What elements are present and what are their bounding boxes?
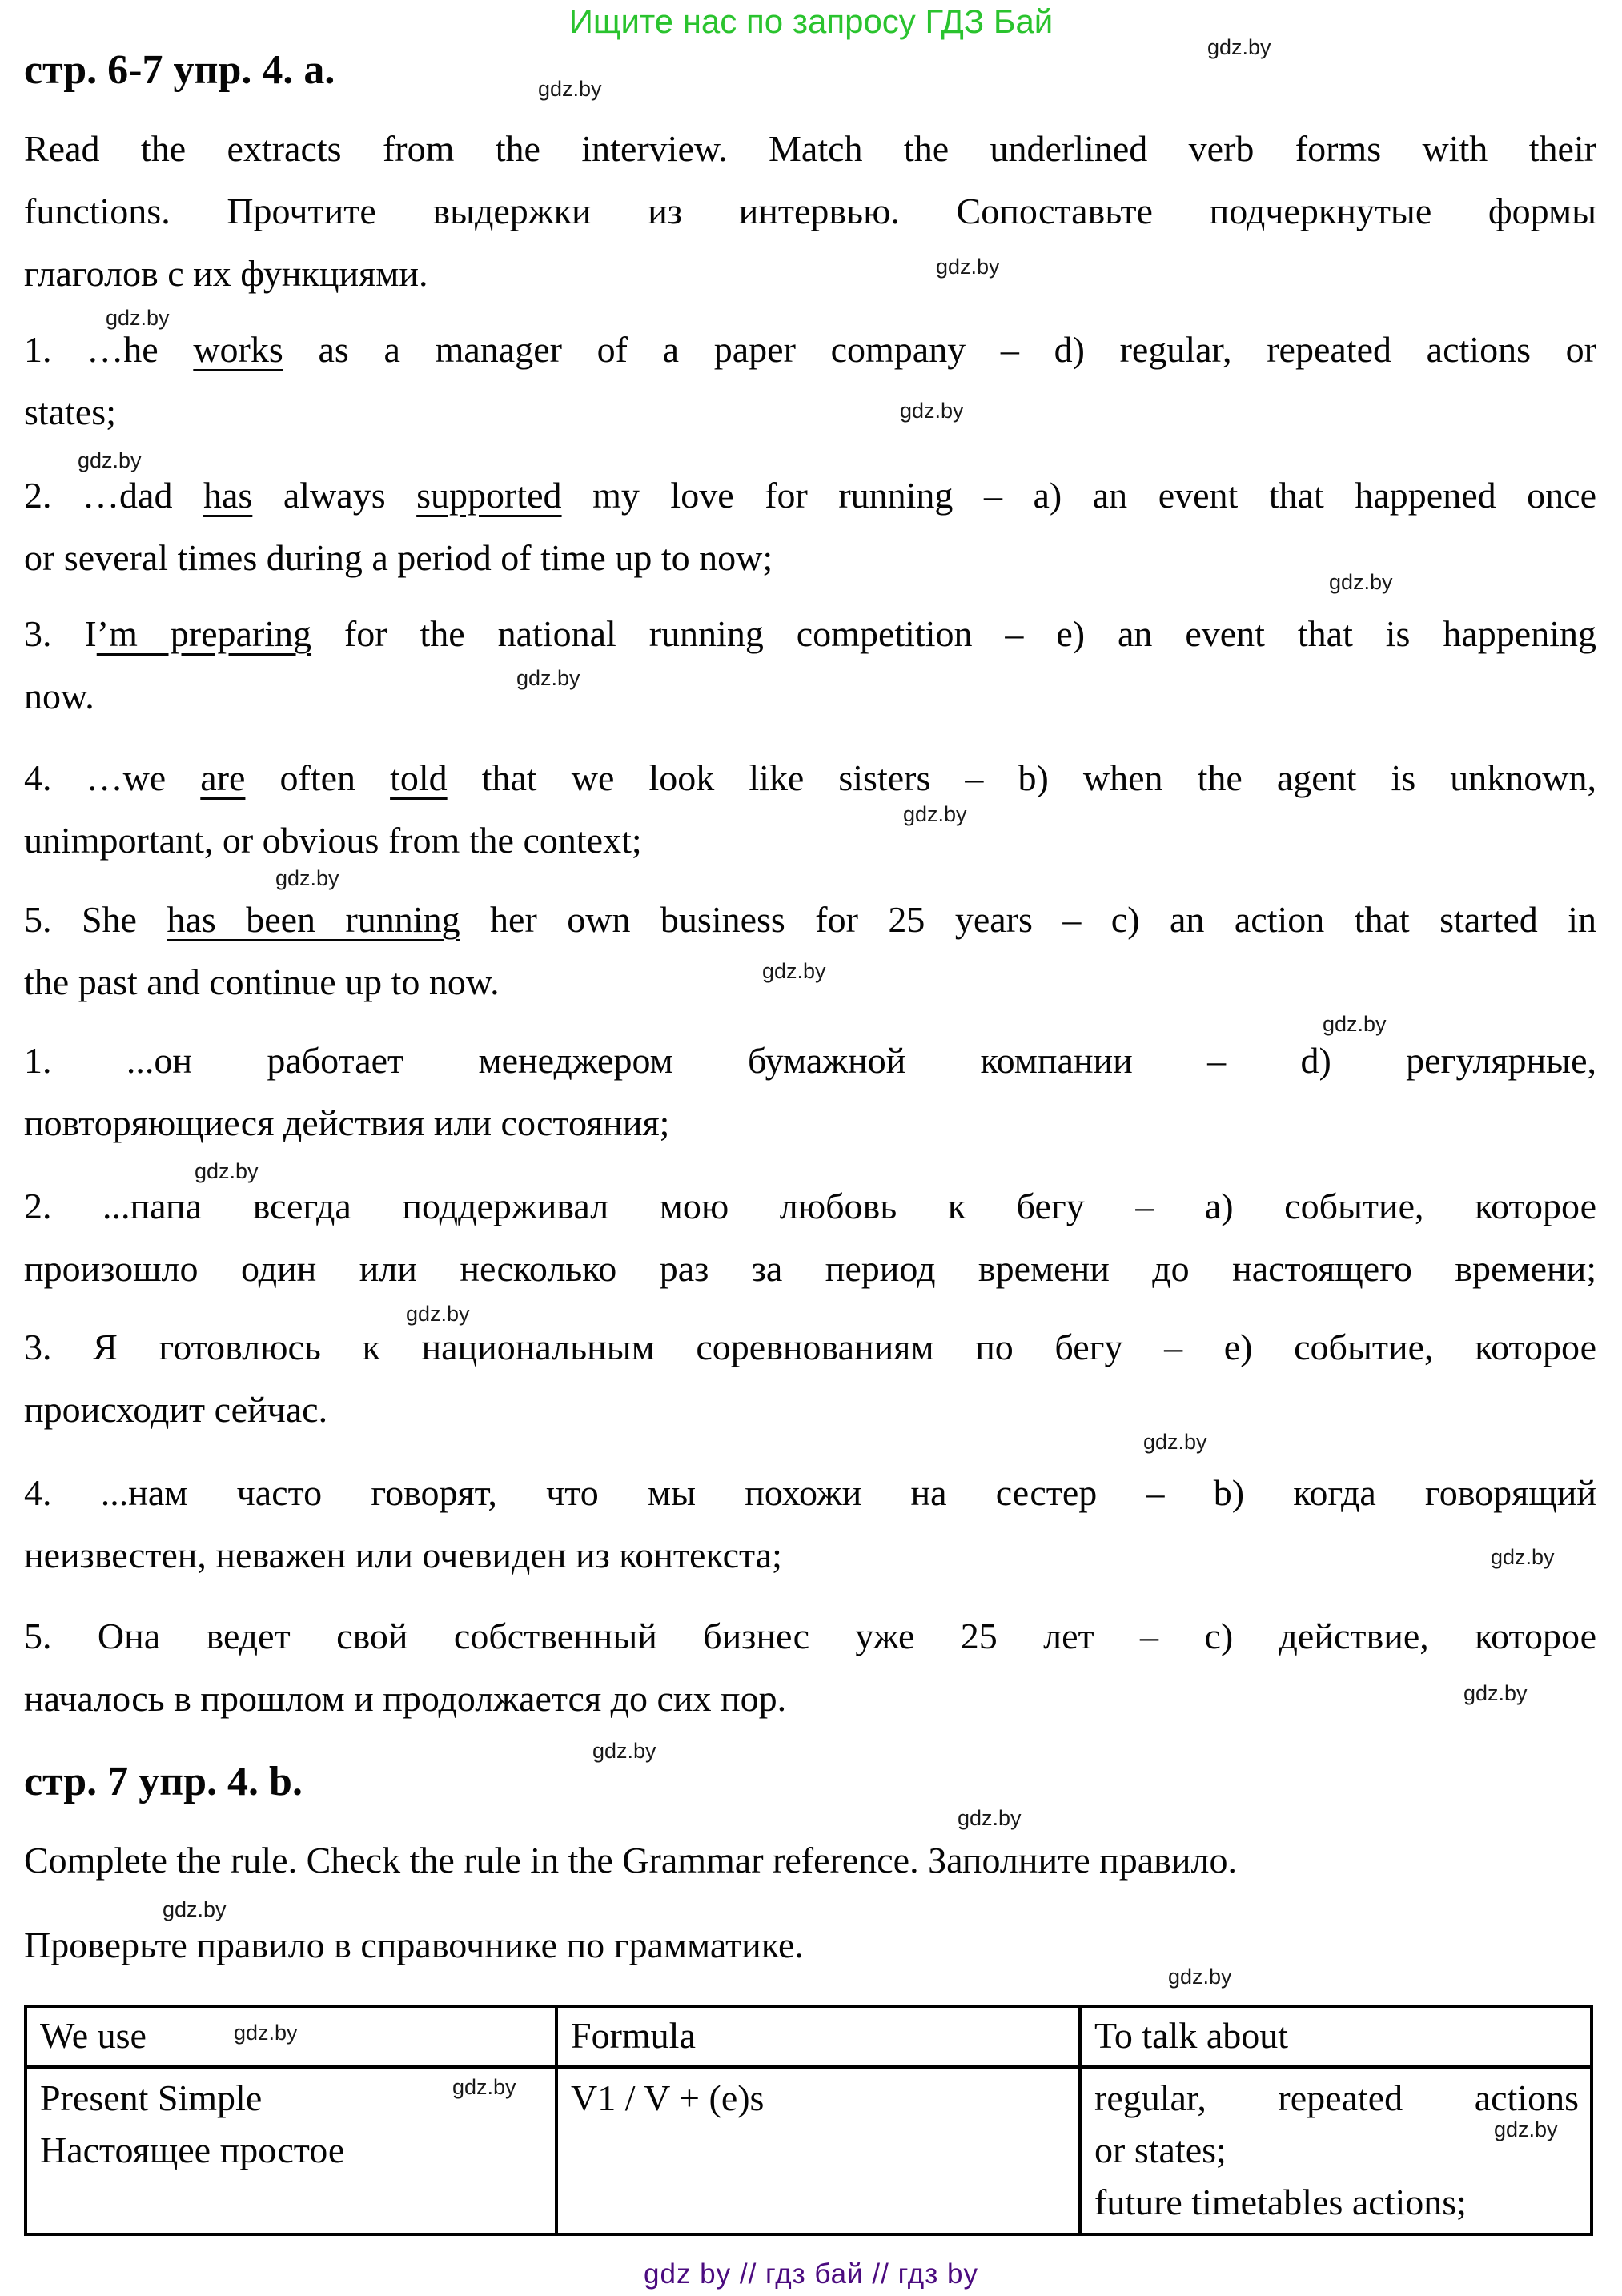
- gdz-watermark: gdz.by: [516, 666, 580, 690]
- gdz-watermark: gdz.by: [406, 1302, 470, 1326]
- text-line: 4. ...нам часто говорят, что мы похожи на сестер – b) когда говорящий: [24, 1472, 1596, 1513]
- exercise-a-intro: [24, 118, 1596, 305]
- text-line: Проверьте правило в справочнике по грамматике.: [24, 1925, 804, 1965]
- gdz-watermark: gdz.by: [275, 866, 339, 890]
- exercise-b-intro-line-1: [24, 1829, 1596, 1892]
- text-line: or states;: [1094, 2129, 1227, 2170]
- exercise-a-item-en-3: [24, 603, 1596, 728]
- text-line: 1. …he works as a manager of a paper company – d) regular, repeated actions or: [24, 329, 1596, 370]
- exercise-a-item-ru-4: [24, 1462, 1596, 1587]
- gdz-watermark: gdz.by: [958, 1806, 1022, 1830]
- exercise-a-item-ru-5: [24, 1605, 1596, 1730]
- text-line: functions. Прочтите выдержки из интервью. Сопоставьте подчеркнутые формы: [24, 191, 1596, 231]
- gdz-watermark: gdz.by: [762, 959, 826, 983]
- text-line: глаголов с их функциями.: [24, 253, 428, 294]
- table-header-formula: Formula: [556, 2006, 1080, 2067]
- gdz-watermark: gdz.by: [1143, 1430, 1207, 1454]
- text-line: 3. I’m preparing for the national running competition – e) an event that is happening: [24, 613, 1596, 654]
- promo-banner: Ищите нас по запросу ГДЗ Бай: [568, 2, 1054, 40]
- exercise-b-heading: стр. 7 упр. 4. b.: [24, 1759, 303, 1804]
- gdz-watermark: gdz.by: [538, 77, 602, 101]
- text-line: now.: [24, 676, 94, 716]
- table-header-to-talk-about: To talk about: [1080, 2006, 1592, 2067]
- gdz-watermark: gdz.by: [1491, 1545, 1555, 1569]
- text-line: началось в прошлом и продолжается до сих пор.: [24, 1678, 787, 1719]
- exercise-a-item-en-5: [24, 889, 1596, 1014]
- gdz-watermark: gdz.by: [1494, 2117, 1558, 2141]
- exercise-b-intro-line-2: [24, 1914, 1596, 1977]
- text-line: 1. ...он работает менеджером бумажной компании – d) регулярные,: [24, 1040, 1596, 1081]
- table-cell-usage: [1080, 2067, 1592, 2234]
- exercise-a-item-ru-2: [24, 1175, 1596, 1300]
- text-line: неизвестен, неважен или очевиден из контекста;: [24, 1535, 782, 1575]
- gdz-watermark: gdz.by: [1168, 1965, 1232, 1989]
- gdz-watermark: gdz.by: [234, 2021, 298, 2045]
- text-line: Complete the rule. Check the rule in the Grammar reference. Заполните правило.: [24, 1840, 1237, 1881]
- exercise-a-item-en-4: [24, 747, 1596, 872]
- gdz-watermark: gdz.by: [195, 1159, 259, 1183]
- footer-sites: gdz by // гдз бай // гдз by: [644, 2258, 978, 2290]
- exercise-a-item-ru-1: [24, 1030, 1596, 1154]
- text-line: 2. …dad has always supported my love for running – a) an event that happened once: [24, 475, 1596, 516]
- text-line: 2. ...папа всегда поддерживал мою любовь к бегу – а) событие, которое: [24, 1186, 1596, 1226]
- exercise-a-item-ru-3: [24, 1316, 1596, 1441]
- exercise-a-item-en-1: [24, 319, 1596, 444]
- gdz-watermark: gdz.by: [936, 255, 1000, 279]
- text-line: происходит сейчас.: [24, 1389, 328, 1430]
- text-line: unimportant, or obvious from the context;: [24, 820, 642, 861]
- gdz-watermark: gdz.by: [1329, 570, 1393, 594]
- exercise-a-heading: стр. 6-7 упр. 4. а.: [24, 47, 335, 93]
- gdz-watermark: gdz.by: [1463, 1681, 1528, 1705]
- text-line: произошло один или несколько раз за период времени до настоящего времени;: [24, 1248, 1596, 1289]
- text-line: the past and continue up to now.: [24, 961, 500, 1002]
- gdz-watermark: gdz.by: [592, 1739, 656, 1763]
- text-line: Present Simple: [40, 2077, 263, 2118]
- gdz-watermark: gdz.by: [452, 2075, 516, 2099]
- text-line: future timetables actions;: [1094, 2182, 1467, 2222]
- gdz-watermark: gdz.by: [903, 802, 967, 826]
- text-line: 5. Она ведет свой собственный бизнес уже 25 лет – с) действие, которое: [24, 1616, 1596, 1656]
- text-line: or several times during a period of time up to now;: [24, 537, 773, 578]
- gdz-watermark: gdz.by: [106, 306, 170, 330]
- gdz-watermark: gdz.by: [1323, 1012, 1387, 1036]
- table-header-we-use: We use: [26, 2006, 556, 2067]
- text-line: V1 / V + (e)s: [571, 2077, 765, 2118]
- text-line: Настоящее простое: [40, 2129, 345, 2170]
- gdz-watermark: gdz.by: [1207, 35, 1271, 59]
- text-line: повторяющиеся действия или состояния;: [24, 1102, 670, 1143]
- table-cell-formula: [556, 2067, 1080, 2234]
- text-line: Read the extracts from the interview. Match the underlined verb forms with their: [24, 128, 1596, 169]
- text-line: 3. Я готовлюсь к национальным соревнованиям по бегу – е) событие, которое: [24, 1327, 1596, 1367]
- gdz-watermark: gdz.by: [78, 448, 142, 472]
- text-line: 5. She has been running her own business for 25 years – c) an action that started in: [24, 899, 1596, 940]
- gdz-watermark: gdz.by: [900, 399, 964, 423]
- gdz-watermark: gdz.by: [163, 1897, 227, 1921]
- text-line: 4. …we are often told that we look like sisters – b) when the agent is unknown,: [24, 757, 1597, 798]
- text-line: states;: [24, 391, 116, 432]
- grammar-rule-table-row: [26, 2067, 1592, 2234]
- text-line: regular, repeated actions: [1094, 2077, 1579, 2118]
